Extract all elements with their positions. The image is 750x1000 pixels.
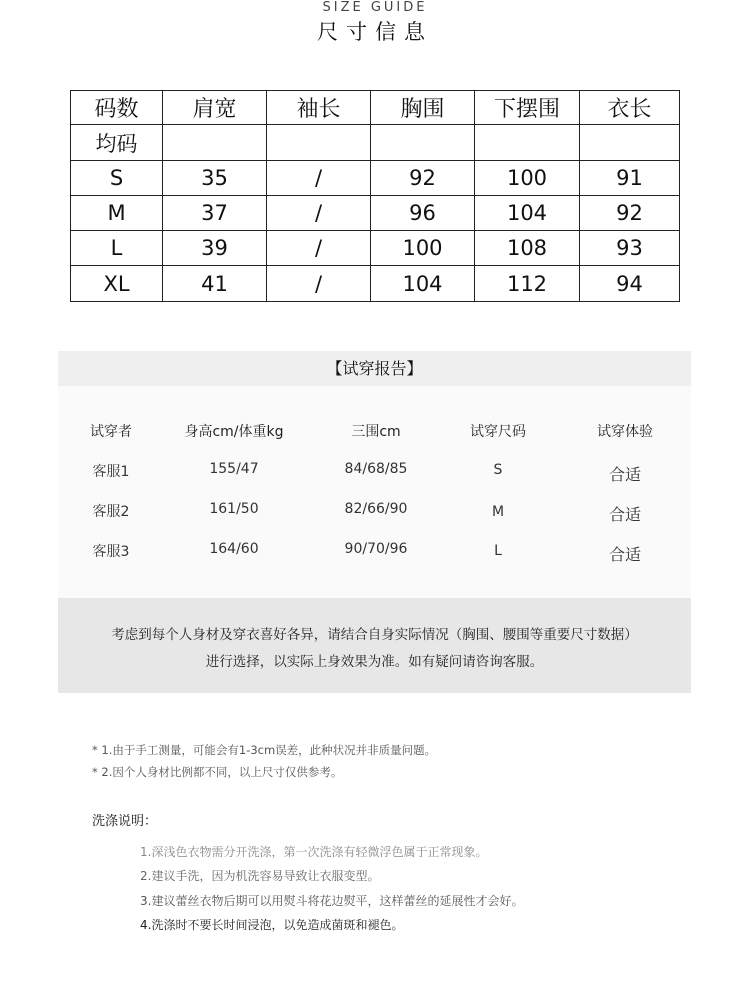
size-table-header-row: [71, 91, 680, 125]
washing-item-2: 2.建议手洗，因为机洗容易导致让衣服变型。: [140, 869, 380, 883]
report-header-experience: 试穿体验: [597, 424, 653, 440]
table-cell: [475, 125, 580, 161]
table-cell: 108: [475, 231, 580, 266]
report-cell: 客服2: [92, 504, 130, 520]
table-cell: 94: [580, 266, 680, 302]
table-cell: XL: [71, 266, 163, 302]
table-cell: 112: [475, 266, 580, 302]
table-cell: 39: [163, 231, 267, 266]
table-cell: 41: [163, 266, 267, 302]
table-cell: 96: [371, 196, 475, 231]
report-header-size: 试穿尺码: [470, 424, 526, 440]
table-cell: [580, 125, 680, 161]
header-sleeve: 袖长: [267, 91, 371, 125]
report-cell: 161/50: [209, 501, 259, 517]
table-cell: 92: [371, 161, 475, 196]
note-line-2: 进行选择，以实际上身效果为准。如有疑问请咨询客服。: [205, 654, 544, 670]
table-cell: S: [71, 161, 163, 196]
try-on-report-table: [58, 386, 691, 598]
table-row: [71, 196, 680, 231]
washing-item-3: 3.建议蕾丝衣物后期可以用熨斗将花边熨平，这样蕾丝的延展性才会好。: [140, 894, 524, 908]
table-cell: [163, 125, 267, 161]
report-cell: 客服1: [92, 464, 130, 480]
table-cell: 91: [580, 161, 680, 196]
size-table: [70, 90, 680, 302]
report-cell: 合适: [608, 465, 642, 484]
report-cell: L: [494, 543, 502, 559]
table-cell: 104: [371, 266, 475, 302]
report-cell: M: [491, 504, 505, 520]
size-guide-subtitle: SIZE GUIDE: [322, 0, 428, 15]
table-cell: L: [71, 231, 163, 266]
report-cell: 合适: [608, 545, 642, 564]
try-on-report-title: 【试穿报告】: [58, 351, 691, 386]
header-chest: 胸围: [371, 91, 475, 125]
table-cell: [371, 125, 475, 161]
fine-print-1: * 1.由于手工测量，可能会有1-3cm误差，此种状况并非质量问题。: [92, 743, 437, 757]
report-header-measurements: 三围cm: [351, 424, 401, 440]
table-cell: /: [267, 266, 371, 302]
header-hem: 下摆围: [475, 91, 580, 125]
washing-item-4: 4.洗涤时不要长时间浸泡，以免造成菌斑和褪色。: [140, 918, 404, 932]
report-cell: 合适: [608, 505, 642, 524]
header-size: 码数: [71, 91, 163, 125]
report-cell: 客服3: [92, 544, 130, 560]
table-cell: /: [267, 161, 371, 196]
washing-item-1: 1.深浅色衣物需分开洗涤，第一次洗涤有轻微浮色属于正常现象。: [140, 845, 488, 859]
table-row: [71, 266, 680, 302]
table-cell: 100: [371, 231, 475, 266]
table-cell: 100: [475, 161, 580, 196]
report-cell: 164/60: [209, 541, 259, 557]
table-cell: /: [267, 231, 371, 266]
report-cell: 84/68/85: [344, 461, 408, 477]
report-cell: 155/47: [209, 461, 259, 477]
page-title: 尺寸信息: [317, 20, 433, 44]
report-cell: S: [493, 462, 503, 478]
table-row: [71, 161, 680, 196]
subheader-one-size: 均码: [71, 125, 163, 161]
table-row: [71, 231, 680, 266]
header-length: 衣长: [580, 91, 680, 125]
report-header-height-weight: 身高cm/体重kg: [184, 424, 284, 440]
table-cell: 35: [163, 161, 267, 196]
header-shoulder: 肩宽: [163, 91, 267, 125]
washing-instructions-title: 洗涤说明：: [92, 814, 158, 829]
fine-print-2: * 2.因个人身材比例都不同，以上尺寸仅供参考。: [92, 765, 343, 779]
table-cell: [267, 125, 371, 161]
note-line-1: 考虑到每个人身材及穿衣喜好各异，请结合自身实际情况（胸围、腰围等重要尺寸数据）: [111, 627, 638, 643]
table-cell: /: [267, 196, 371, 231]
table-cell: 37: [163, 196, 267, 231]
table-cell: 93: [580, 231, 680, 266]
size-advice-note: [58, 598, 691, 693]
table-cell: 104: [475, 196, 580, 231]
report-header-tester: 试穿者: [90, 424, 132, 440]
report-cell: 82/66/90: [344, 501, 408, 517]
table-cell: 92: [580, 196, 680, 231]
table-cell: M: [71, 196, 163, 231]
report-cell: 90/70/96: [344, 541, 408, 557]
size-table-subheader-row: [71, 125, 680, 161]
